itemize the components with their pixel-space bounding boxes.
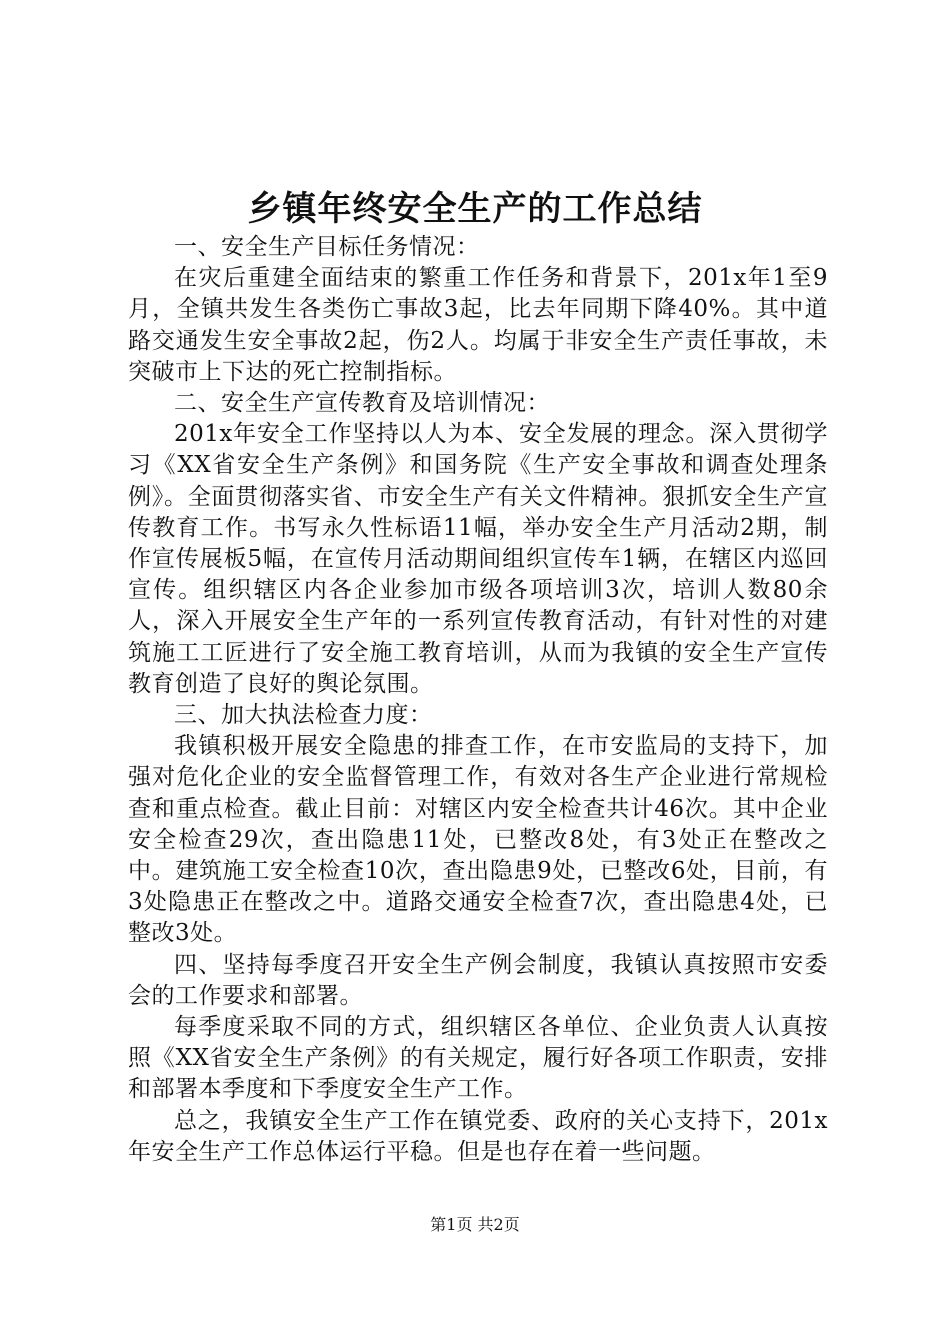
paragraph-quarterly-meetings: 每季度采取不同的方式，组织辖区各单位、企业负责人认真按照《XX省安全生产条例》的有关规定，履行好各项工作职责，安排和部署本季度和下季度安全生产工作。 xyxy=(128,1014,828,1103)
document-title: 乡镇年终安全生产的工作总结 xyxy=(247,189,703,229)
page-number-footer: 第1页 共2页 xyxy=(430,1215,520,1234)
section-heading-1: 一、安全生产目标任务情况： xyxy=(174,234,480,260)
section-heading-2: 二、安全生产宣传教育及培训情况： xyxy=(174,390,550,417)
section-heading-4: 四、坚持每季度召开安全生产例会制度，我镇认真按照市安委会的工作要求和部署。 xyxy=(128,951,828,1009)
document-body xyxy=(128,232,828,1168)
paragraph-summary: 总之，我镇安全生产工作在镇党委、政府的关心支持下，201x年安全生产工作总体运行平稳。但是也存在着一些问题。 xyxy=(128,1107,828,1165)
paragraph-inspection: 我镇积极开展安全隐患的排查工作，在市安监局的支持下，加强对危化企业的安全监督管理工作，有效对各生产企业进行常规检查和重点检查。截止目前：对辖区内安全检查共计46次。其中企业安全检查29次，查出隐患11处，已整改8处，有3处正在整改之中。建筑施工安全检查10次，查出隐患9处，已整改6处，目前，有3处隐患正在整改之中。道路交通安全检查7次，查出隐患4处，已整改3处。 xyxy=(128,733,828,947)
paragraph-accident-stats: 在灾后重建全面结束的繁重工作任务和背景下，201x年1至9月，全镇共发生各类伤亡事故3起，比去年同期下降40%。其中道路交通发生安全事故2起，伤2人。均属于非安全生产责任事故，未突破市上下达的死亡控制指标。 xyxy=(128,265,828,385)
paragraph-education: 201x年安全工作坚持以人为本、安全发展的理念。深入贯彻学习《XX省安全生产条例》和国务院《生产安全事故和调查处理条例》。全面贯彻落实省、市安全生产有关文件精神。狠抓安全生产宣传教育工作。书写永久性标语11幅，举办安全生产月活动2期，制作宣传展板5幅，在宣传月活动期间组织宣传车1辆，在辖区内巡回宣传。组织辖区内各企业参加市级各项培训3次，培训人数80余人，深入开展安全生产年的一系列宣传教育活动，有针对性的对建筑施工工匠进行了安全施工教育培训，从而为我镇的安全生产宣传教育创造了良好的舆论氛围。 xyxy=(128,421,828,697)
section-heading-3: 三、加大执法检查力度： xyxy=(174,702,433,729)
